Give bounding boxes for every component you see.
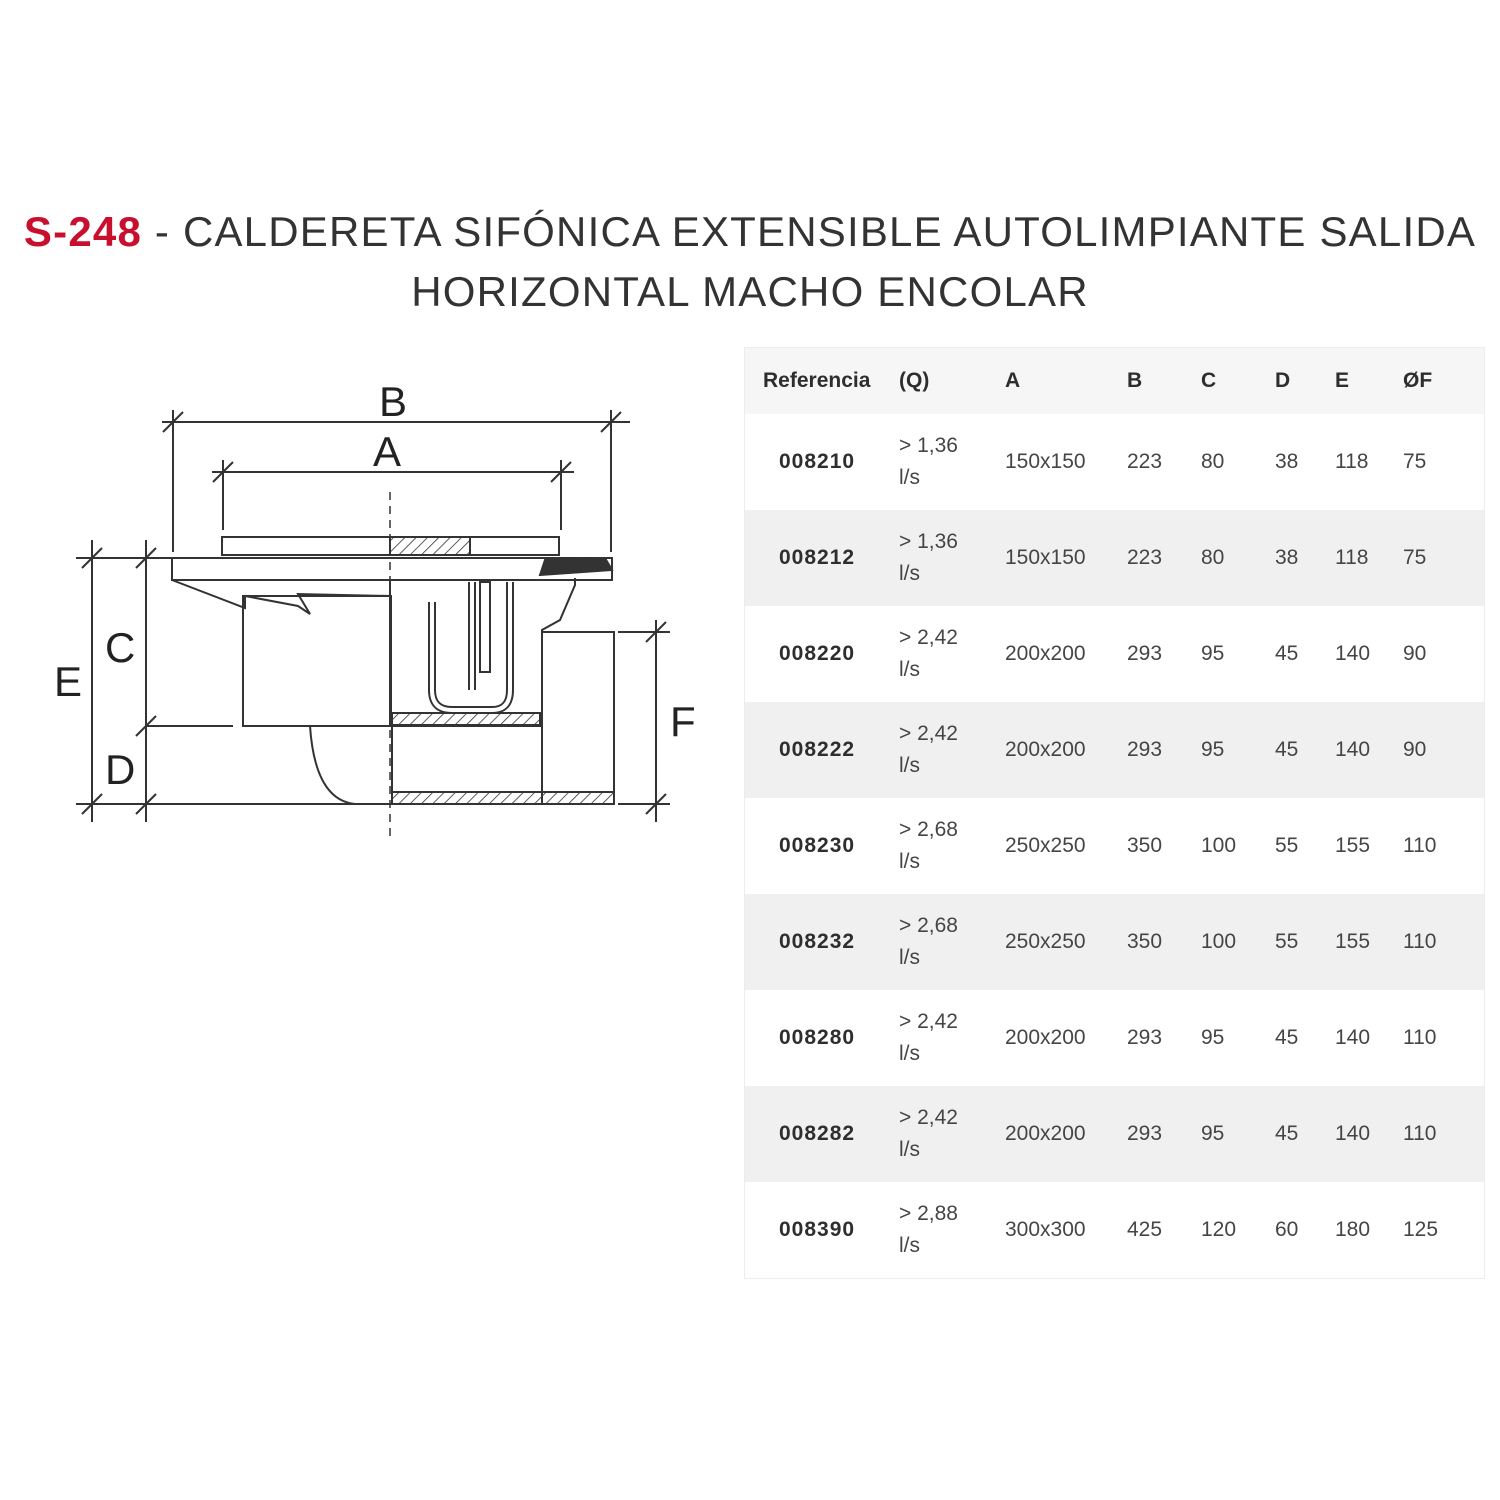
cell-f: 125 — [1403, 1182, 1484, 1278]
cell-f: 90 — [1403, 702, 1484, 798]
table-row — [745, 414, 1484, 510]
cell-q: > 2,42 l/s — [899, 606, 1005, 702]
dim-label-e: E — [54, 658, 83, 705]
cell-a: 150x150 — [1005, 414, 1127, 510]
dim-label-c: C — [105, 624, 136, 671]
cell-f: 110 — [1403, 1086, 1484, 1182]
cell-a: 250x250 — [1005, 798, 1127, 894]
cell-ref: 008232 — [745, 894, 899, 990]
cell-ref: 008212 — [745, 510, 899, 606]
cell-ref: 008390 — [745, 1182, 899, 1278]
cell-c: 80 — [1201, 414, 1275, 510]
table-row — [745, 1086, 1484, 1182]
cell-ref: 008230 — [745, 798, 899, 894]
cell-e: 118 — [1335, 414, 1403, 510]
cell-ref: 008280 — [745, 990, 899, 1086]
dim-label-b: B — [379, 378, 408, 425]
cell-c: 80 — [1201, 510, 1275, 606]
title-line-1 — [0, 202, 1500, 262]
table-row — [745, 702, 1484, 798]
table-row — [745, 606, 1484, 702]
cell-c: 100 — [1201, 894, 1275, 990]
cell-b: 293 — [1127, 1086, 1201, 1182]
outlet-pipe — [542, 632, 614, 804]
product-code: S-248 — [23, 208, 142, 255]
header-c: C — [1201, 348, 1275, 414]
cell-a: 200x200 — [1005, 990, 1127, 1086]
dim-label-a: A — [373, 428, 402, 475]
cell-d: 45 — [1275, 1086, 1335, 1182]
dimensions-table — [744, 347, 1485, 1279]
cell-b: 223 — [1127, 510, 1201, 606]
cell-b: 350 — [1127, 798, 1201, 894]
cell-a: 200x200 — [1005, 606, 1127, 702]
cell-b: 223 — [1127, 414, 1201, 510]
cell-c: 120 — [1201, 1182, 1275, 1278]
cell-c: 95 — [1201, 1086, 1275, 1182]
cell-f: 75 — [1403, 414, 1484, 510]
cell-e: 140 — [1335, 606, 1403, 702]
cell-a: 250x250 — [1005, 894, 1127, 990]
table-header-row — [745, 348, 1484, 414]
header-d: D — [1275, 348, 1335, 414]
cell-d: 55 — [1275, 894, 1335, 990]
cell-b: 293 — [1127, 990, 1201, 1086]
cell-f: 75 — [1403, 510, 1484, 606]
cell-d: 45 — [1275, 606, 1335, 702]
cell-c: 95 — [1201, 990, 1275, 1086]
cell-c: 95 — [1201, 606, 1275, 702]
cell-e: 155 — [1335, 798, 1403, 894]
cell-e: 118 — [1335, 510, 1403, 606]
cell-f: 90 — [1403, 606, 1484, 702]
cell-q: > 2,88 l/s — [899, 1182, 1005, 1278]
cell-ref: 008282 — [745, 1086, 899, 1182]
cell-q: > 2,42 l/s — [899, 702, 1005, 798]
cell-q: > 2,42 l/s — [899, 1086, 1005, 1182]
cell-d: 45 — [1275, 990, 1335, 1086]
page-title — [0, 202, 1500, 322]
header-b: B — [1127, 348, 1201, 414]
cell-d: 38 — [1275, 414, 1335, 510]
cell-c: 95 — [1201, 702, 1275, 798]
header-referencia: Referencia — [745, 348, 899, 414]
cell-b: 293 — [1127, 606, 1201, 702]
cell-ref: 008220 — [745, 606, 899, 702]
table-row — [745, 510, 1484, 606]
cell-a: 200x200 — [1005, 702, 1127, 798]
cell-b: 425 — [1127, 1182, 1201, 1278]
cell-b: 293 — [1127, 702, 1201, 798]
title-line-1-text: CALDERETA SIFÓNICA EXTENSIBLE AUTOLIMPIANTE SALIDA — [182, 208, 1477, 255]
cell-e: 140 — [1335, 990, 1403, 1086]
cell-d: 45 — [1275, 702, 1335, 798]
cell-b: 350 — [1127, 894, 1201, 990]
cell-f: 110 — [1403, 990, 1484, 1086]
cell-q: > 1,36 l/s — [899, 414, 1005, 510]
body-left — [243, 596, 391, 726]
table-row — [745, 894, 1484, 990]
cell-ref: 008210 — [745, 414, 899, 510]
cell-q: > 2,42 l/s — [899, 990, 1005, 1086]
cell-e: 180 — [1335, 1182, 1403, 1278]
cell-ref: 008222 — [745, 702, 899, 798]
cell-a: 150x150 — [1005, 510, 1127, 606]
cell-c: 100 — [1201, 798, 1275, 894]
cell-a: 300x300 — [1005, 1182, 1127, 1278]
dim-label-d: D — [105, 746, 136, 793]
cell-a: 200x200 — [1005, 1086, 1127, 1182]
cell-f: 110 — [1403, 894, 1484, 990]
siphon-body — [390, 578, 575, 726]
cell-f: 110 — [1403, 798, 1484, 894]
cell-e: 140 — [1335, 702, 1403, 798]
cell-e: 140 — [1335, 1086, 1403, 1182]
header-e: E — [1335, 348, 1403, 414]
cell-d: 38 — [1275, 510, 1335, 606]
header-a: A — [1005, 348, 1127, 414]
cell-e: 155 — [1335, 894, 1403, 990]
table-row — [745, 798, 1484, 894]
header-f: ØF — [1403, 348, 1484, 414]
title-line-2: HORIZONTAL MACHO ENCOLAR — [411, 268, 1089, 315]
table-row — [745, 1182, 1484, 1278]
technical-drawing — [40, 370, 720, 850]
dim-label-f: F — [670, 698, 696, 745]
cell-d: 60 — [1275, 1182, 1335, 1278]
cell-q: > 2,68 l/s — [899, 894, 1005, 990]
cell-q: > 2,68 l/s — [899, 798, 1005, 894]
title-separator: - — [142, 208, 183, 255]
cell-d: 55 — [1275, 798, 1335, 894]
table-row — [745, 990, 1484, 1086]
cell-q: > 1,36 l/s — [899, 510, 1005, 606]
header-q: (Q) — [899, 348, 1005, 414]
